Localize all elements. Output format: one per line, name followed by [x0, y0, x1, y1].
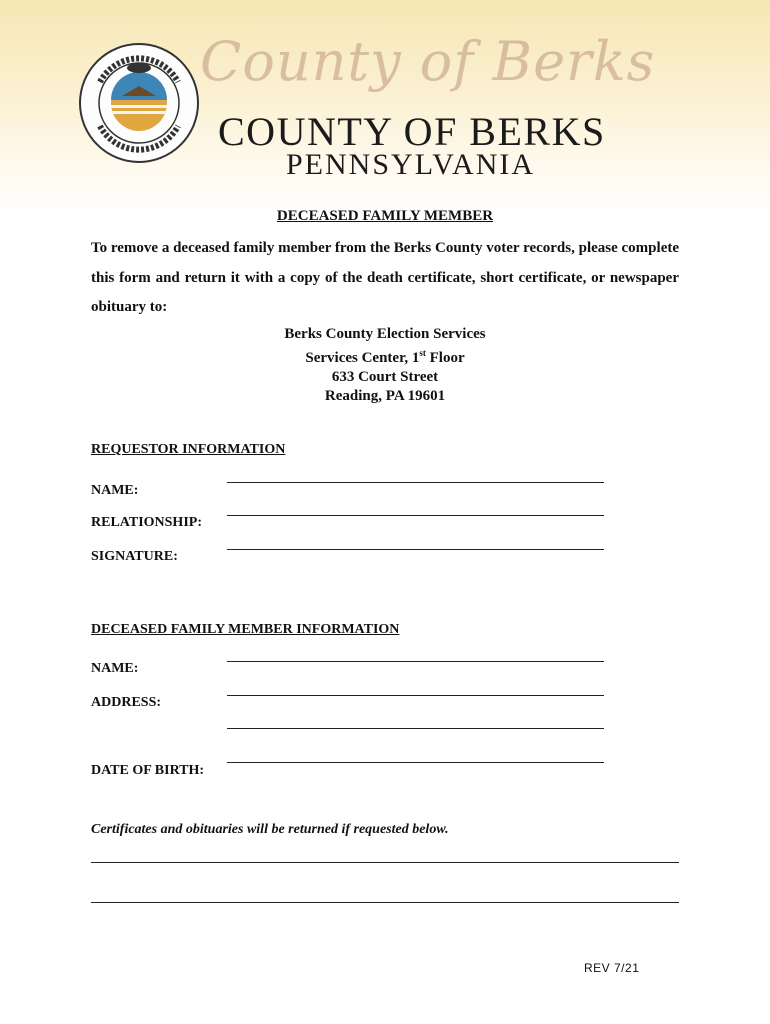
requestor-name-label: NAME:: [91, 483, 139, 498]
deceased-address-label: ADDRESS:: [91, 695, 162, 710]
return-note: Certificates and obituaries will be returned if requested below.: [91, 822, 449, 837]
deceased-dob-label: DATE OF BIRTH:: [91, 763, 205, 778]
address-line-1: Berks County Election Services: [284, 326, 486, 342]
revision-label: REV 7/21: [584, 961, 640, 975]
mailing-address: [0, 325, 770, 406]
deceased-dob-field[interactable]: [227, 762, 604, 763]
deceased-name-field[interactable]: [227, 661, 604, 662]
return-request-line-2[interactable]: [91, 902, 679, 903]
address-line-4: Reading, PA 19601: [324, 388, 446, 404]
return-request-line-1[interactable]: [91, 862, 679, 863]
deceased-address-field-line-2[interactable]: [227, 728, 604, 729]
deceased-address-field[interactable]: [227, 695, 604, 696]
form-title: DECEASED FAMILY MEMBER: [276, 208, 494, 224]
script-logo-title: County of Berks: [200, 30, 656, 93]
county-seal-icon: [78, 42, 200, 164]
requestor-heading: REQUESTOR INFORMATION: [91, 442, 286, 457]
intro-paragraph: To remove a deceased family member from the Berks County voter records, please complete this form and return it with a copy of the death certificate, short certificate, or newspaper obituary to:: [91, 240, 679, 315]
state-title: PENNSYLVANIA: [286, 148, 536, 181]
deceased-name-label: NAME:: [91, 661, 139, 676]
address-line-2-text: Services Center, 1: [305, 350, 420, 366]
deceased-heading: DECEASED FAMILY MEMBER INFORMATION: [91, 622, 400, 637]
address-line-2: [0, 344, 770, 368]
requestor-signature-field[interactable]: [227, 549, 604, 550]
letterhead: [0, 0, 770, 215]
requestor-name-field[interactable]: [227, 482, 604, 483]
requestor-signature-label: SIGNATURE:: [91, 549, 178, 564]
requestor-relationship-label: RELATIONSHIP:: [91, 515, 202, 530]
address-ordinal: st: [419, 348, 426, 358]
county-title: COUNTY OF BERKS: [218, 109, 606, 154]
address-line-3: 633 Court Street: [331, 369, 439, 385]
requestor-relationship-field[interactable]: [227, 515, 604, 516]
address-line-2-suffix: Floor: [425, 350, 465, 366]
